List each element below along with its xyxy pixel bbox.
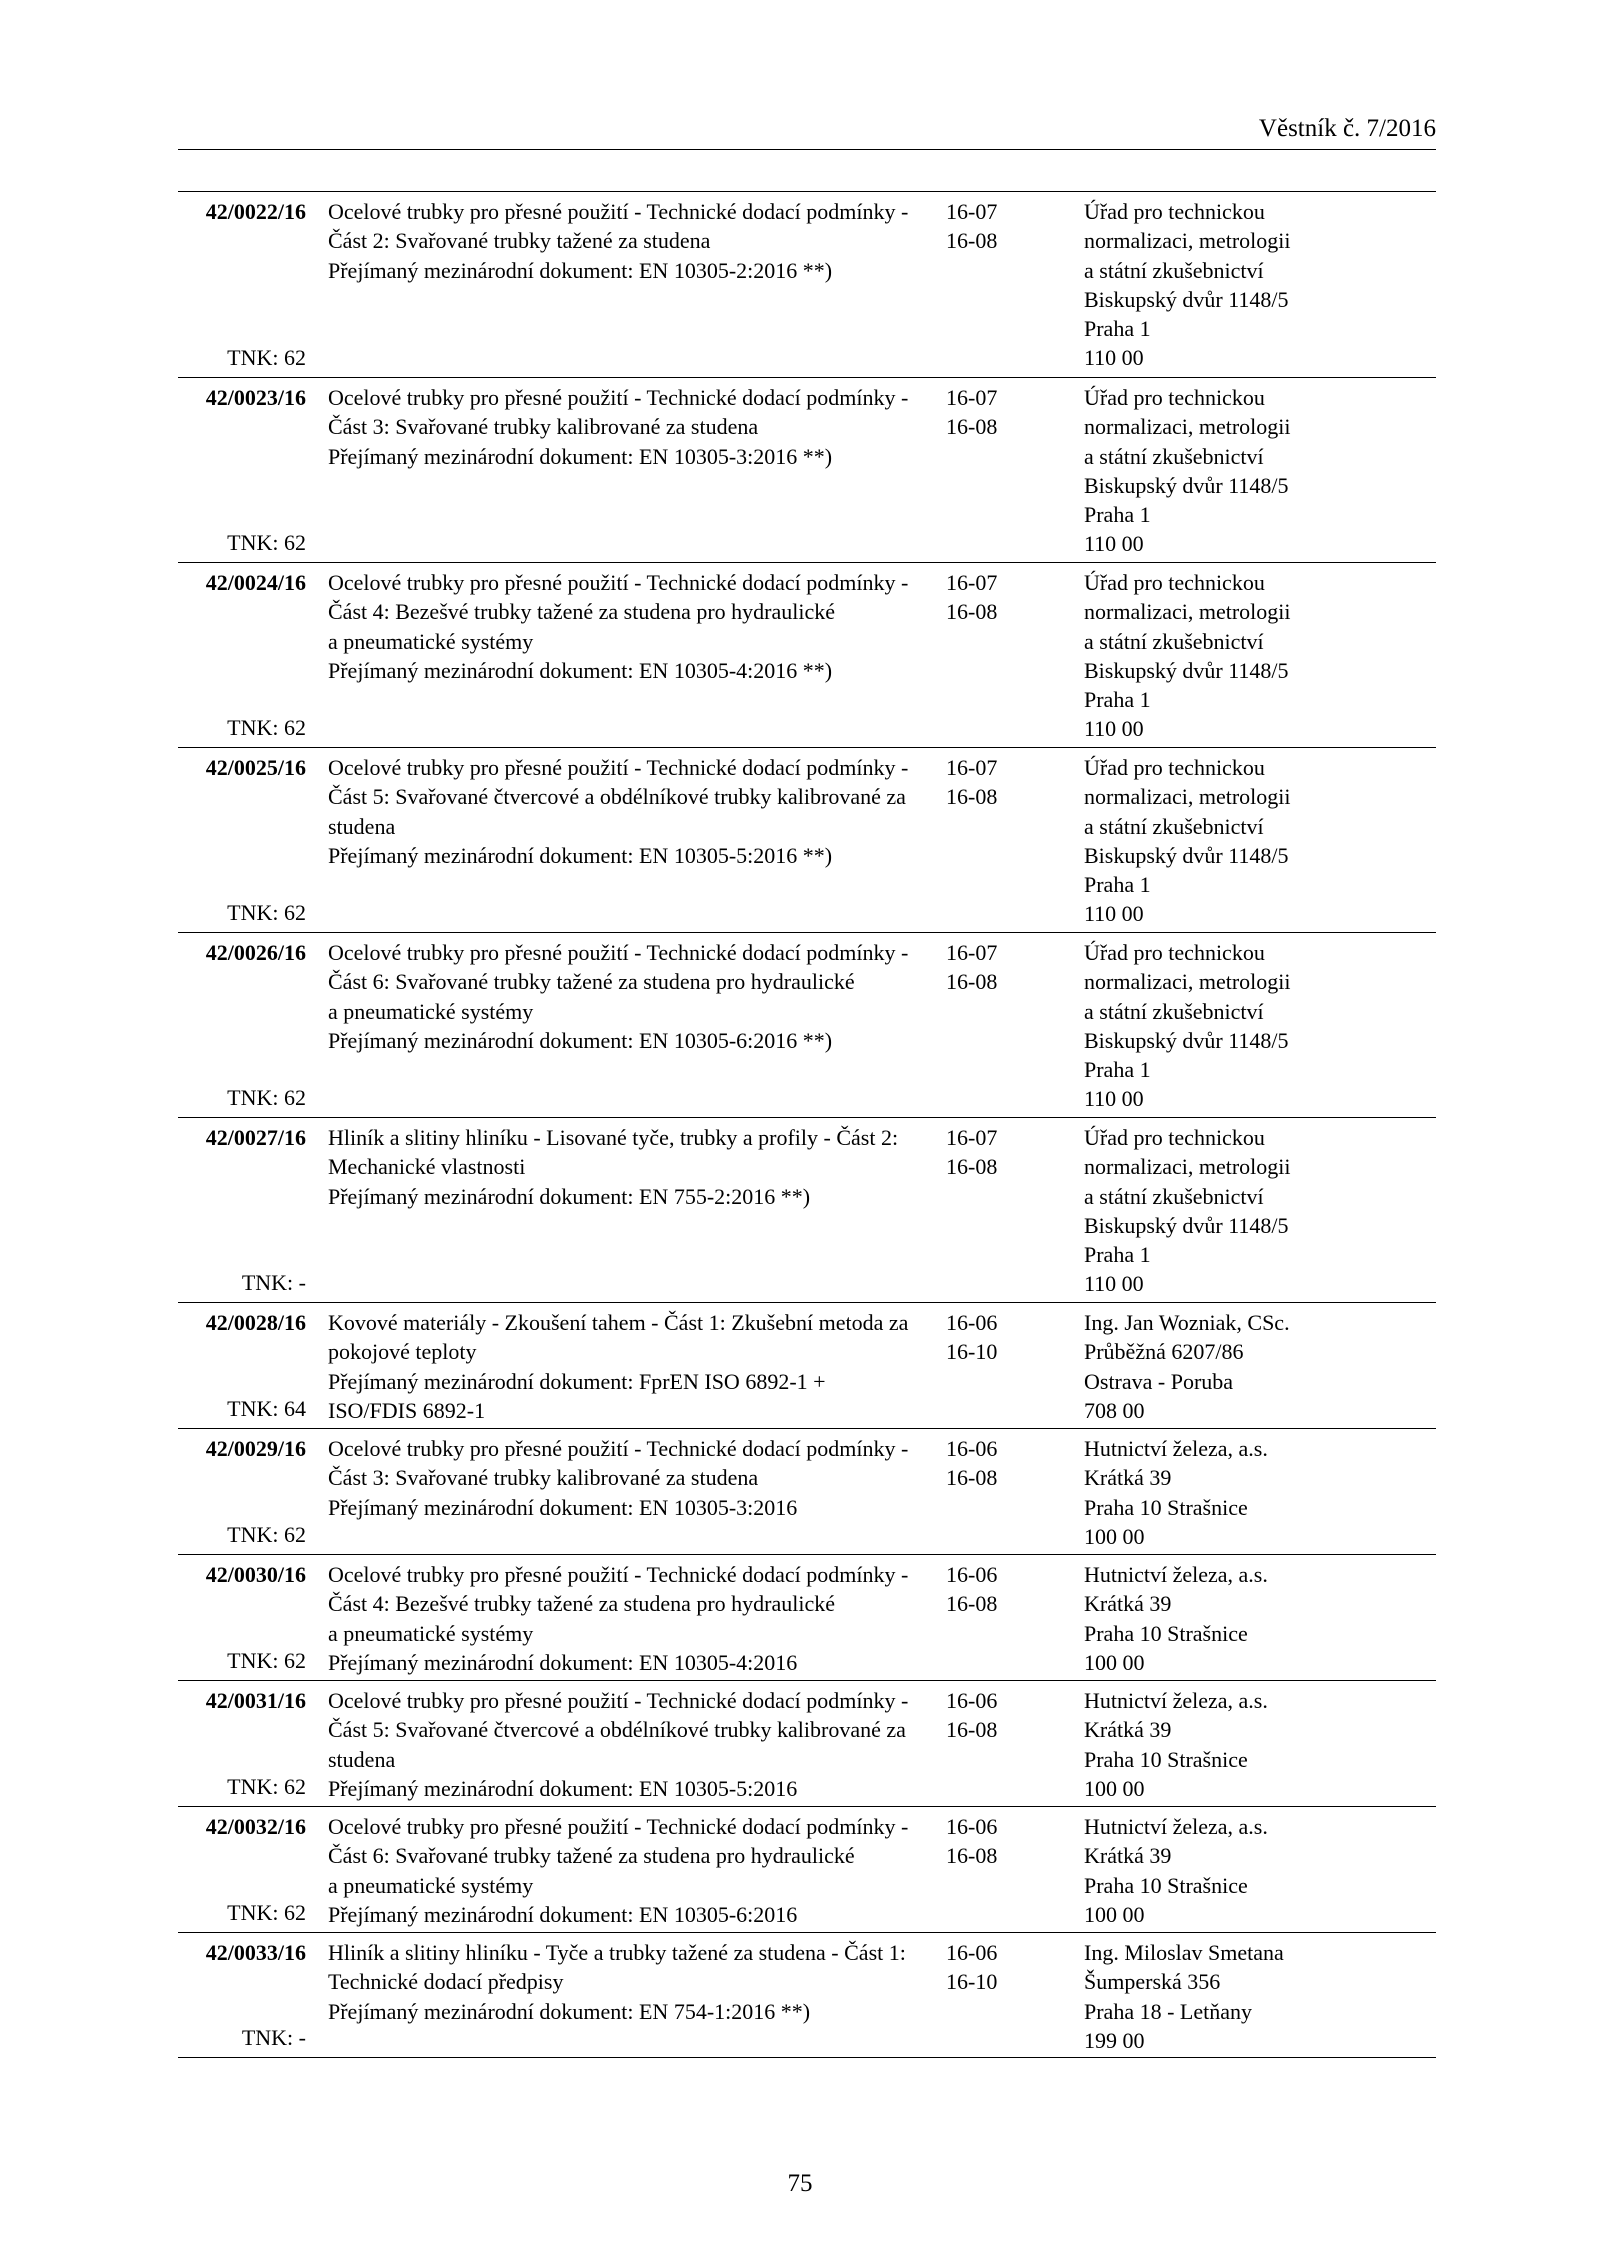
tnk-code: TNK: - bbox=[241, 1269, 306, 1295]
description-line: Ocelové trubky pro přesné použití - Technické dodací podmínky - bbox=[328, 1814, 909, 1839]
page-header bbox=[178, 112, 1436, 150]
organization-line: 110 00 bbox=[1084, 901, 1144, 927]
date-value: 16-08 bbox=[946, 1843, 998, 1869]
organization-line: Biskupský dvůr 1148/5 bbox=[1084, 657, 1289, 683]
organization-line: normalizaci, metrologii bbox=[1084, 228, 1291, 254]
description-line: Část 4: Bezešvé trubky tažené za studena pro hydraulické bbox=[328, 599, 836, 625]
organization-line: a státní zkušebnictví bbox=[1084, 998, 1264, 1024]
description-line: Ocelové trubky pro přesné použití - Technické dodací podmínky - bbox=[328, 385, 909, 410]
organization-line: Biskupský dvůr 1148/5 bbox=[1084, 286, 1289, 312]
description-line: Část 6: Svařované trubky tažené za studena pro hydraulické bbox=[328, 969, 855, 995]
table-row bbox=[178, 1303, 1436, 1429]
organization-line: Praha 10 Strašnice bbox=[1084, 1620, 1248, 1646]
description-cell bbox=[306, 1560, 931, 1679]
date-value: 16-06 bbox=[946, 1814, 998, 1839]
organization-line: 110 00 bbox=[1084, 531, 1144, 557]
organization-line: 100 00 bbox=[1084, 1649, 1145, 1675]
date-value: 16-06 bbox=[946, 1940, 998, 1965]
record-number: 42/0024/16 bbox=[205, 570, 306, 595]
description-line: Kovové materiály - Zkoušení tahem - Část 1: Zkušební metoda za bbox=[328, 1310, 909, 1335]
organization-cell bbox=[1024, 1308, 1436, 1427]
table-row bbox=[178, 1681, 1436, 1807]
organization-line: normalizaci, metrologii bbox=[1084, 1154, 1291, 1180]
date-value: 16-06 bbox=[946, 1310, 998, 1335]
organization-line: Průběžná 6207/86 bbox=[1084, 1339, 1244, 1365]
description-line: Hliník a slitiny hliníku - Lisované tyče, trubky a profily - Část 2: bbox=[328, 1125, 899, 1150]
date-value: 16-07 bbox=[946, 940, 998, 965]
dates-cell bbox=[931, 753, 1024, 931]
organization-line: Ing. Jan Wozniak, CSc. bbox=[1084, 1310, 1290, 1335]
record-number: 42/0031/16 bbox=[205, 1688, 306, 1713]
table-row bbox=[178, 1555, 1436, 1681]
description-cell bbox=[306, 1123, 931, 1301]
organization-line: 110 00 bbox=[1084, 1271, 1144, 1297]
organization-line: 100 00 bbox=[1084, 1901, 1145, 1927]
description-line: Ocelové trubky pro přesné použití - Technické dodací podmínky - bbox=[328, 940, 909, 965]
table-row bbox=[178, 192, 1436, 378]
organization-line: Biskupský dvůr 1148/5 bbox=[1084, 1027, 1289, 1053]
description-line: Ocelové trubky pro přesné použití - Technické dodací podmínky - bbox=[328, 755, 909, 780]
organization-line: 100 00 bbox=[1084, 1523, 1145, 1549]
standards-table bbox=[178, 191, 1436, 2058]
organization-line: 199 00 bbox=[1084, 2027, 1145, 2053]
table-row bbox=[178, 1429, 1436, 1555]
record-number-cell bbox=[178, 1123, 306, 1301]
description-line: Přejímaný mezinárodní dokument: EN 754-1:2016 **) bbox=[328, 1998, 811, 2024]
record-number-cell bbox=[178, 1938, 306, 2056]
description-line: Ocelové trubky pro přesné použití - Technické dodací podmínky - bbox=[328, 1436, 909, 1461]
organization-line: Úřad pro technickou bbox=[1084, 570, 1265, 595]
record-number-cell bbox=[178, 938, 306, 1116]
tnk-code: TNK: 62 bbox=[227, 529, 306, 555]
description-line: Mechanické vlastnosti bbox=[328, 1154, 526, 1180]
organization-cell bbox=[1024, 1560, 1436, 1679]
organization-line: a státní zkušebnictví bbox=[1084, 257, 1264, 283]
table-row bbox=[178, 563, 1436, 748]
organization-line: normalizaci, metrologii bbox=[1084, 969, 1291, 995]
description-cell bbox=[306, 197, 931, 376]
date-value: 16-08 bbox=[946, 1591, 998, 1617]
organization-line: normalizaci, metrologii bbox=[1084, 599, 1291, 625]
description-cell bbox=[306, 1308, 931, 1427]
dates-cell bbox=[931, 1434, 1024, 1553]
organization-line: Krátká 39 bbox=[1084, 1843, 1172, 1869]
date-value: 16-06 bbox=[946, 1436, 998, 1461]
organization-line: Praha 1 bbox=[1084, 872, 1151, 898]
date-value: 16-07 bbox=[946, 1125, 998, 1150]
tnk-code: TNK: - bbox=[241, 2024, 306, 2050]
organization-line: Úřad pro technickou bbox=[1084, 940, 1265, 965]
description-line: Přejímaný mezinárodní dokument: FprEN ISO 6892-1 + bbox=[328, 1368, 826, 1394]
date-value: 16-08 bbox=[946, 1154, 998, 1180]
organization-line: Úřad pro technickou bbox=[1084, 1125, 1265, 1150]
record-number-cell bbox=[178, 197, 306, 376]
dates-cell bbox=[931, 1308, 1024, 1427]
table-row bbox=[178, 1807, 1436, 1933]
organization-line: 110 00 bbox=[1084, 345, 1144, 371]
organization-line: Ostrava - Poruba bbox=[1084, 1368, 1234, 1394]
description-line: Přejímaný mezinárodní dokument: EN 10305-5:2016 **) bbox=[328, 842, 833, 868]
organization-cell bbox=[1024, 197, 1436, 376]
description-cell bbox=[306, 1938, 931, 2056]
date-value: 16-07 bbox=[946, 199, 998, 224]
organization-line: Praha 18 - Letňany bbox=[1084, 1998, 1252, 2024]
record-number: 42/0030/16 bbox=[205, 1562, 306, 1587]
dates-cell bbox=[931, 1812, 1024, 1931]
organization-line: Úřad pro technickou bbox=[1084, 199, 1265, 224]
organization-line: Praha 1 bbox=[1084, 316, 1151, 342]
record-number-cell bbox=[178, 1560, 306, 1679]
tnk-code: TNK: 62 bbox=[227, 344, 306, 370]
organization-line: Krátká 39 bbox=[1084, 1717, 1172, 1743]
date-value: 16-08 bbox=[946, 414, 998, 440]
description-line: ISO/FDIS 6892-1 bbox=[328, 1397, 486, 1423]
description-line: Technické dodací předpisy bbox=[328, 1969, 564, 1995]
record-number: 42/0032/16 bbox=[205, 1814, 306, 1839]
date-value: 16-08 bbox=[946, 784, 998, 810]
description-line: Přejímaný mezinárodní dokument: EN 10305-5:2016 bbox=[328, 1775, 798, 1801]
description-line: Hliník a slitiny hliníku - Tyče a trubky tažené za studena - Část 1: bbox=[328, 1940, 906, 1965]
date-value: 16-10 bbox=[946, 1969, 998, 1995]
description-line: Ocelové trubky pro přesné použití - Technické dodací podmínky - bbox=[328, 570, 909, 595]
tnk-code: TNK: 62 bbox=[227, 1647, 306, 1673]
date-value: 16-08 bbox=[946, 599, 998, 625]
organization-line: Biskupský dvůr 1148/5 bbox=[1084, 472, 1289, 498]
organization-line: Úřad pro technickou bbox=[1084, 385, 1265, 410]
organization-line: Praha 10 Strašnice bbox=[1084, 1872, 1248, 1898]
organization-line: a státní zkušebnictví bbox=[1084, 813, 1264, 839]
organization-cell bbox=[1024, 1434, 1436, 1553]
tnk-code: TNK: 62 bbox=[227, 899, 306, 925]
organization-cell bbox=[1024, 1812, 1436, 1931]
date-value: 16-08 bbox=[946, 969, 998, 995]
organization-line: Krátká 39 bbox=[1084, 1465, 1172, 1491]
description-cell bbox=[306, 568, 931, 746]
dates-cell bbox=[931, 197, 1024, 376]
date-value: 16-08 bbox=[946, 1717, 998, 1743]
record-number: 42/0022/16 bbox=[205, 199, 306, 224]
tnk-code: TNK: 62 bbox=[227, 714, 306, 740]
record-number: 42/0029/16 bbox=[205, 1436, 306, 1461]
record-number: 42/0023/16 bbox=[205, 385, 306, 410]
organization-line: Praha 1 bbox=[1084, 1057, 1151, 1083]
description-line: studena bbox=[328, 1746, 396, 1772]
record-number: 42/0027/16 bbox=[205, 1125, 306, 1150]
organization-line: Praha 10 Strašnice bbox=[1084, 1494, 1248, 1520]
description-line: Přejímaný mezinárodní dokument: EN 10305-4:2016 **) bbox=[328, 657, 833, 683]
table-row bbox=[178, 378, 1436, 563]
record-number: 42/0033/16 bbox=[205, 1940, 306, 1965]
description-line: Část 2: Svařované trubky tažené za studena bbox=[328, 228, 711, 254]
tnk-code: TNK: 62 bbox=[227, 1521, 306, 1547]
date-value: 16-08 bbox=[946, 1465, 998, 1491]
description-line: Ocelové trubky pro přesné použití - Technické dodací podmínky - bbox=[328, 1562, 909, 1587]
description-line: Přejímaný mezinárodní dokument: EN 10305-3:2016 **) bbox=[328, 443, 833, 469]
record-number-cell bbox=[178, 1812, 306, 1931]
tnk-code: TNK: 62 bbox=[227, 1899, 306, 1925]
description-line: Přejímaný mezinárodní dokument: EN 10305-6:2016 **) bbox=[328, 1027, 833, 1053]
record-number: 42/0026/16 bbox=[205, 940, 306, 965]
description-line: Přejímaný mezinárodní dokument: EN 10305-3:2016 bbox=[328, 1494, 798, 1520]
description-line: a pneumatické systémy bbox=[328, 1872, 534, 1898]
description-cell bbox=[306, 1812, 931, 1931]
organization-cell bbox=[1024, 383, 1436, 561]
date-value: 16-07 bbox=[946, 755, 998, 780]
organization-cell bbox=[1024, 568, 1436, 746]
description-line: pokojové teploty bbox=[328, 1339, 477, 1365]
date-value: 16-10 bbox=[946, 1339, 998, 1365]
organization-line: Praha 1 bbox=[1084, 502, 1151, 528]
organization-line: Hutnictví železa, a.s. bbox=[1084, 1436, 1268, 1461]
date-value: 16-06 bbox=[946, 1688, 998, 1713]
description-line: Část 6: Svařované trubky tažené za studena pro hydraulické bbox=[328, 1843, 855, 1869]
description-line: studena bbox=[328, 813, 396, 839]
organization-line: 110 00 bbox=[1084, 716, 1144, 742]
organization-cell bbox=[1024, 1123, 1436, 1301]
description-line: a pneumatické systémy bbox=[328, 1620, 534, 1646]
record-number: 42/0028/16 bbox=[205, 1310, 306, 1335]
organization-line: 100 00 bbox=[1084, 1775, 1145, 1801]
description-line: Přejímaný mezinárodní dokument: EN 10305-4:2016 bbox=[328, 1649, 798, 1675]
description-line: Ocelové trubky pro přesné použití - Technické dodací podmínky - bbox=[328, 199, 909, 224]
organization-line: Ing. Miloslav Smetana bbox=[1084, 1940, 1284, 1965]
description-line: Část 4: Bezešvé trubky tažené za studena pro hydraulické bbox=[328, 1591, 836, 1617]
organization-cell bbox=[1024, 1686, 1436, 1805]
tnk-code: TNK: 64 bbox=[227, 1395, 306, 1421]
record-number-cell bbox=[178, 753, 306, 931]
description-line: a pneumatické systémy bbox=[328, 998, 534, 1024]
tnk-code: TNK: 62 bbox=[227, 1084, 306, 1110]
record-number-cell bbox=[178, 1434, 306, 1553]
organization-line: Úřad pro technickou bbox=[1084, 755, 1265, 780]
organization-cell bbox=[1024, 938, 1436, 1116]
description-line: Přejímaný mezinárodní dokument: EN 10305-6:2016 bbox=[328, 1901, 798, 1927]
description-line: Část 3: Svařované trubky kalibrované za studena bbox=[328, 414, 759, 440]
record-number: 42/0025/16 bbox=[205, 755, 306, 780]
dates-cell bbox=[931, 1938, 1024, 2056]
organization-line: normalizaci, metrologii bbox=[1084, 414, 1291, 440]
date-value: 16-06 bbox=[946, 1562, 998, 1587]
organization-line: Hutnictví železa, a.s. bbox=[1084, 1814, 1268, 1839]
organization-line: 708 00 bbox=[1084, 1397, 1145, 1423]
description-cell bbox=[306, 938, 931, 1116]
date-value: 16-08 bbox=[946, 228, 998, 254]
table-row bbox=[178, 933, 1436, 1118]
organization-line: a státní zkušebnictví bbox=[1084, 443, 1264, 469]
dates-cell bbox=[931, 568, 1024, 746]
organization-line: Hutnictví železa, a.s. bbox=[1084, 1562, 1268, 1587]
description-cell bbox=[306, 1434, 931, 1553]
organization-line: normalizaci, metrologii bbox=[1084, 784, 1291, 810]
organization-line: Praha 1 bbox=[1084, 687, 1151, 713]
date-value: 16-07 bbox=[946, 385, 998, 410]
organization-line: a státní zkušebnictví bbox=[1084, 1183, 1264, 1209]
description-line: Část 5: Svařované čtvercové a obdélníkové trubky kalibrované za bbox=[328, 784, 906, 810]
organization-line: Biskupský dvůr 1148/5 bbox=[1084, 1212, 1289, 1238]
dates-cell bbox=[931, 938, 1024, 1116]
record-number-cell bbox=[178, 383, 306, 561]
table-row bbox=[178, 1118, 1436, 1303]
header-title: Věstník č. 7/2016 bbox=[1258, 115, 1436, 142]
organization-line: Krátká 39 bbox=[1084, 1591, 1172, 1617]
description-cell bbox=[306, 383, 931, 561]
record-number-cell bbox=[178, 568, 306, 746]
description-line: Část 5: Svařované čtvercové a obdélníkové trubky kalibrované za bbox=[328, 1717, 906, 1743]
organization-line: 110 00 bbox=[1084, 1086, 1144, 1112]
dates-cell bbox=[931, 1560, 1024, 1679]
record-number-cell bbox=[178, 1686, 306, 1805]
organization-line: Hutnictví železa, a.s. bbox=[1084, 1688, 1268, 1713]
description-line: Přejímaný mezinárodní dokument: EN 10305-2:2016 **) bbox=[328, 257, 833, 283]
dates-cell bbox=[931, 1123, 1024, 1301]
organization-cell bbox=[1024, 1938, 1436, 2056]
description-line: a pneumatické systémy bbox=[328, 628, 534, 654]
organization-cell bbox=[1024, 753, 1436, 931]
organization-line: Praha 10 Strašnice bbox=[1084, 1746, 1248, 1772]
table-row bbox=[178, 748, 1436, 933]
dates-cell bbox=[931, 1686, 1024, 1805]
record-number-cell bbox=[178, 1308, 306, 1427]
organization-line: Šumperská 356 bbox=[1084, 1969, 1221, 1995]
description-line: Ocelové trubky pro přesné použití - Technické dodací podmínky - bbox=[328, 1688, 909, 1713]
table-row bbox=[178, 1933, 1436, 2058]
description-cell bbox=[306, 753, 931, 931]
organization-line: Praha 1 bbox=[1084, 1242, 1151, 1268]
description-line: Část 3: Svařované trubky kalibrované za studena bbox=[328, 1465, 759, 1491]
date-value: 16-07 bbox=[946, 570, 998, 595]
dates-cell bbox=[931, 383, 1024, 561]
description-line: Přejímaný mezinárodní dokument: EN 755-2:2016 **) bbox=[328, 1183, 811, 1209]
organization-line: Biskupský dvůr 1148/5 bbox=[1084, 842, 1289, 868]
organization-line: a státní zkušebnictví bbox=[1084, 628, 1264, 654]
page-number: 75 bbox=[787, 2170, 813, 2197]
tnk-code: TNK: 62 bbox=[227, 1773, 306, 1799]
description-cell bbox=[306, 1686, 931, 1805]
